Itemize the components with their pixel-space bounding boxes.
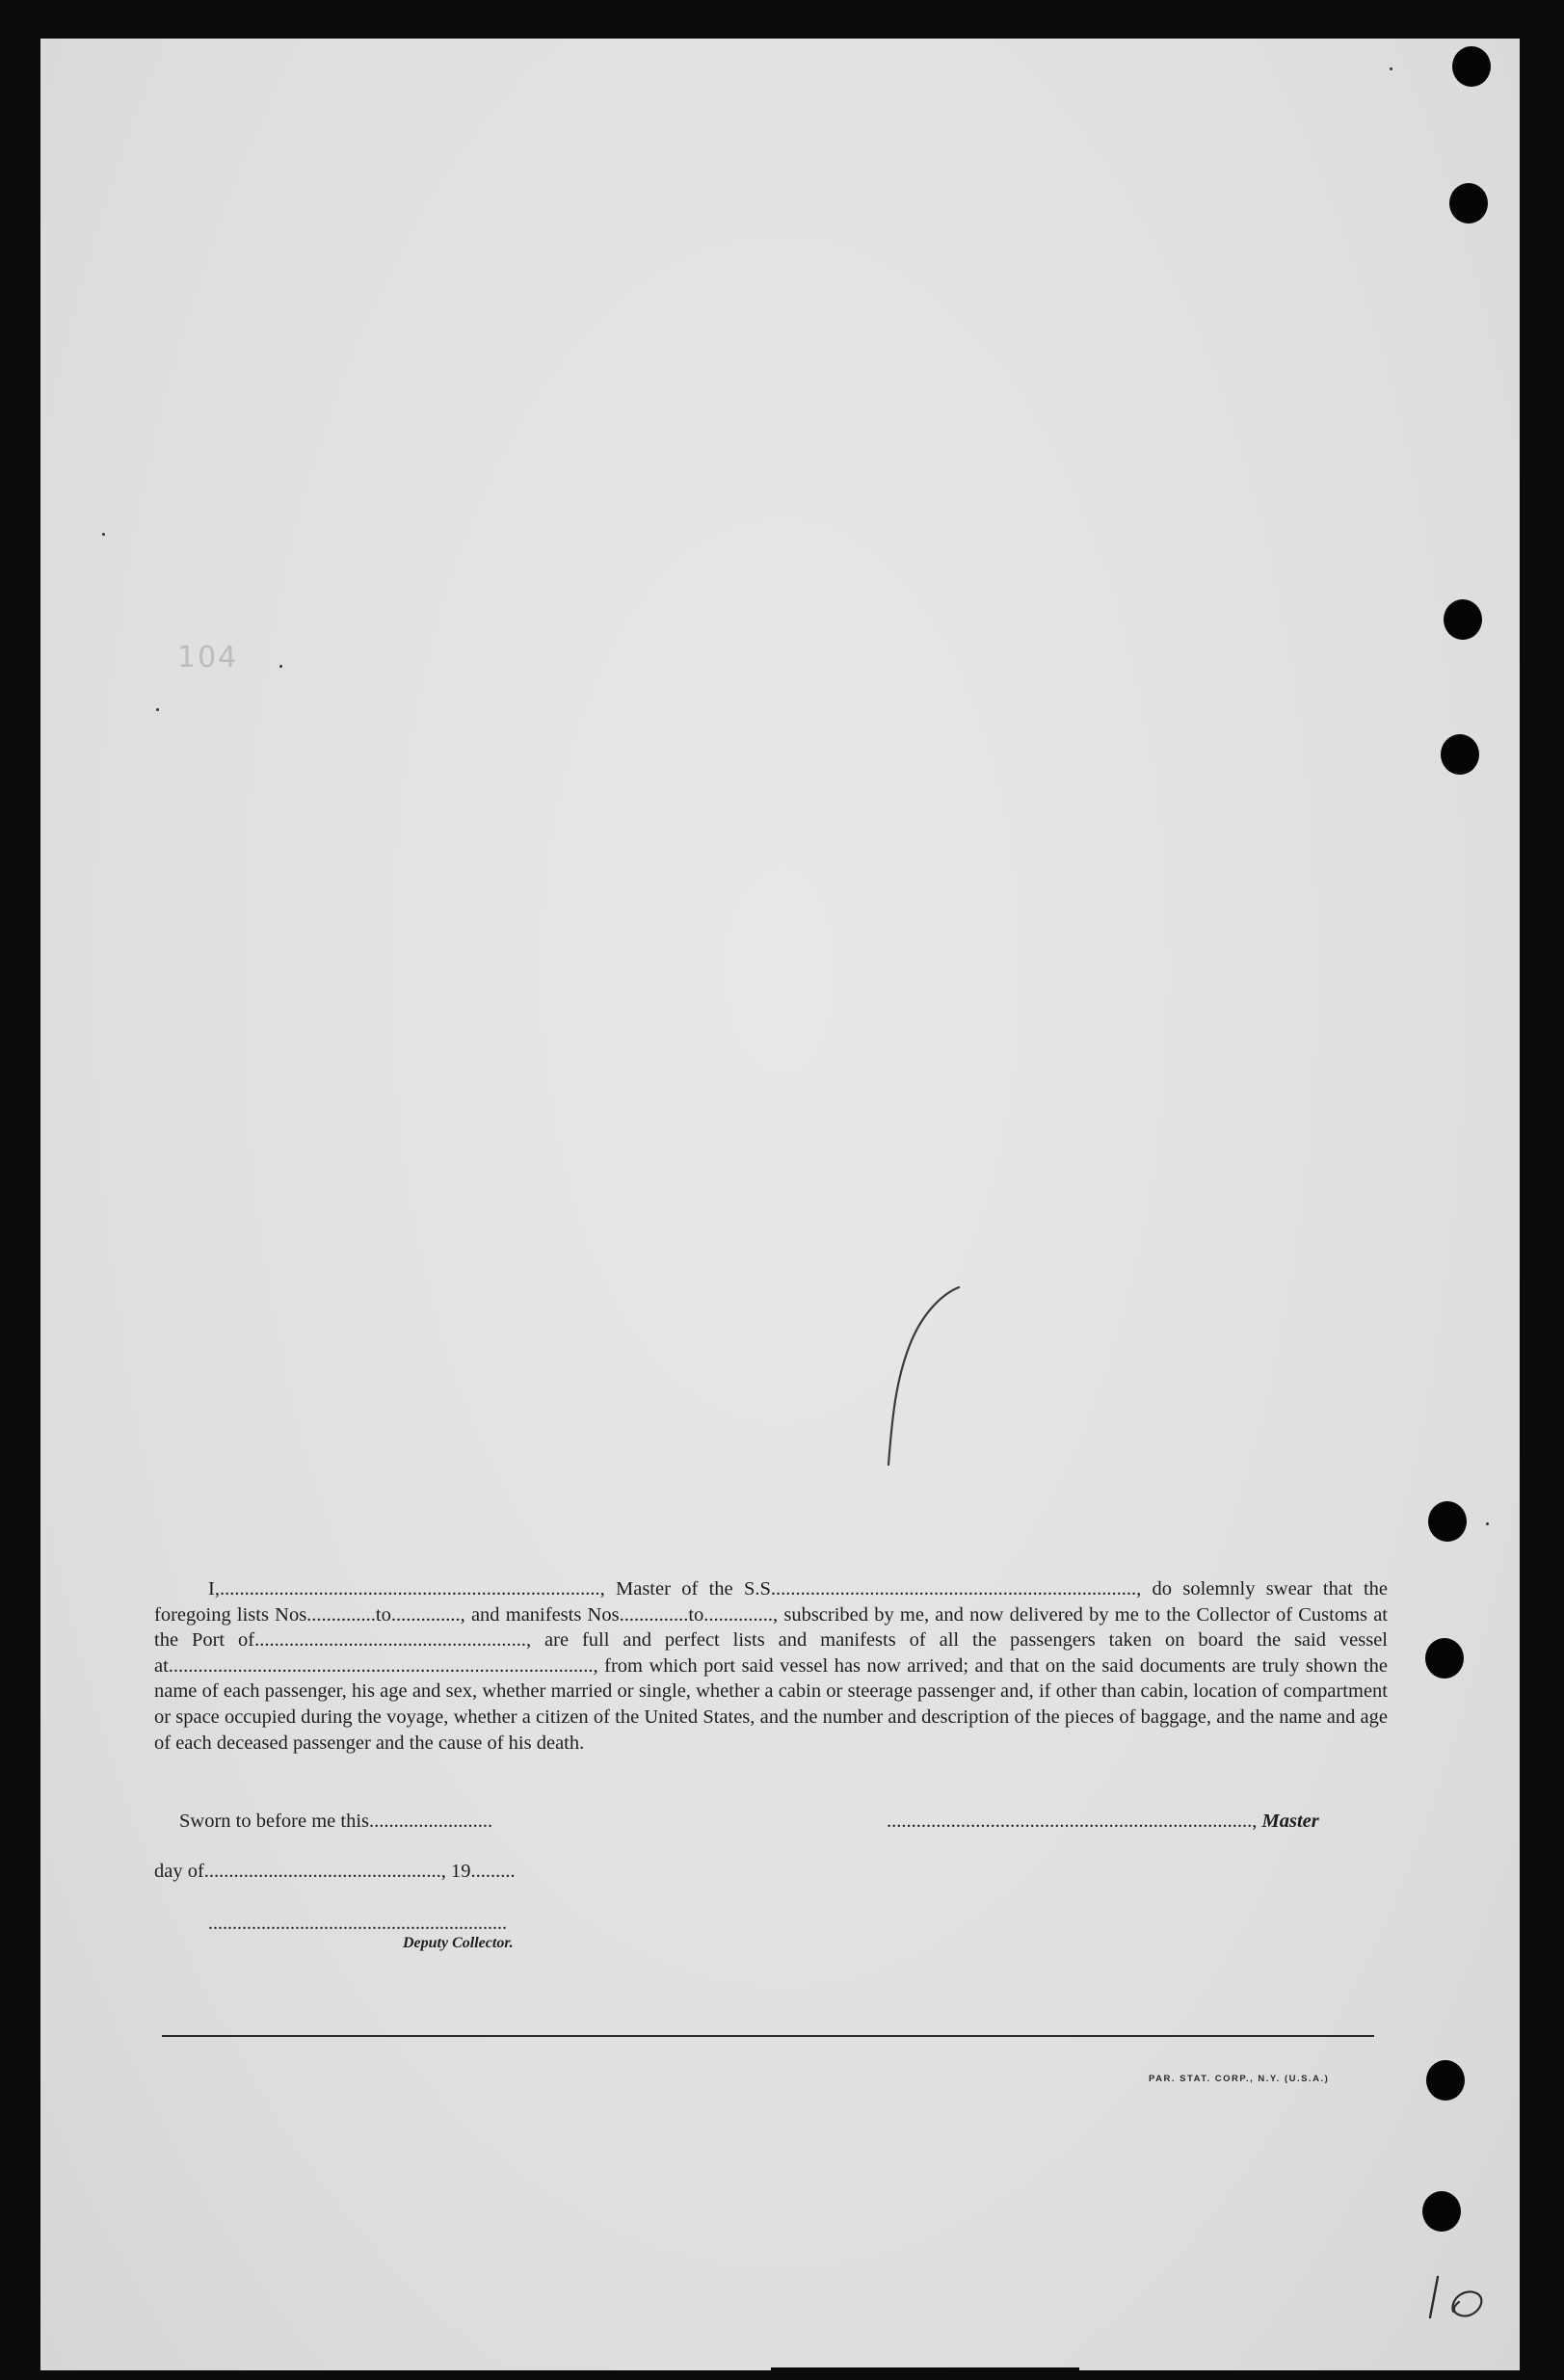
binder-hole xyxy=(1444,599,1482,640)
deputy-collector-label: Deputy Collector. xyxy=(403,1935,514,1951)
horizontal-rule xyxy=(162,2035,1374,2037)
dust-speck xyxy=(1486,1522,1489,1525)
binder-hole xyxy=(1449,183,1488,224)
binder-hole xyxy=(1422,2191,1461,2232)
faint-stamp-number: 104 xyxy=(177,641,239,674)
handwritten-page-number xyxy=(1424,2269,1492,2323)
manifest-sheet xyxy=(40,39,1520,2370)
binder-hole xyxy=(1426,2060,1465,2101)
pencil-stroke xyxy=(850,1282,966,1474)
binder-hole xyxy=(1452,46,1491,87)
master-label: Master xyxy=(1261,1811,1319,1832)
binder-hole xyxy=(1441,734,1479,775)
master-dots: .........................................................................., xyxy=(887,1811,1258,1832)
dust-speck xyxy=(102,533,105,536)
scan-bottom-edge xyxy=(771,2367,1079,2380)
printer-imprint: PAR. STAT. CORP., N.Y. (U.S.A.) xyxy=(1149,2074,1330,2084)
dust-speck xyxy=(279,665,282,668)
dust-speck xyxy=(156,708,159,711)
dust-speck xyxy=(1390,67,1392,70)
oath-paragraph: I,............................................................................., Master of the S.S.........................................................................., do solemnly swear that the foregoing lists Nos..............to.............., and manifests Nos..............to.............., subscribed by me, and now delivered by me to the Collector of Customs at the Port of......................................................., are full and perfect lists and manifests of all the passengers taken on board the said vessel at......................................................................................, from which port said vessel has now arrived; and that on the said documents are truly shown the name of each passenger, his age and sex, whether married or single, whether a cabin or steerage passenger and, if other than cabin, location of compartment or space occupied during the voyage, whether a citizen of the United States, and the number and description of the pieces of baggage, and the name and age of each deceased passenger and the cause of his death. xyxy=(154,1578,1388,1754)
master-oath-block xyxy=(154,1576,1388,1756)
deputy-signature-dots: .............................................................. xyxy=(208,1913,507,1934)
binder-hole xyxy=(1425,1638,1464,1679)
master-signature-line xyxy=(887,1811,1319,1833)
binder-hole xyxy=(1428,1501,1467,1542)
sworn-line: Sworn to before me this......................... xyxy=(179,1811,493,1832)
day-of-line: day of................................................, 19......... xyxy=(154,1861,516,1882)
